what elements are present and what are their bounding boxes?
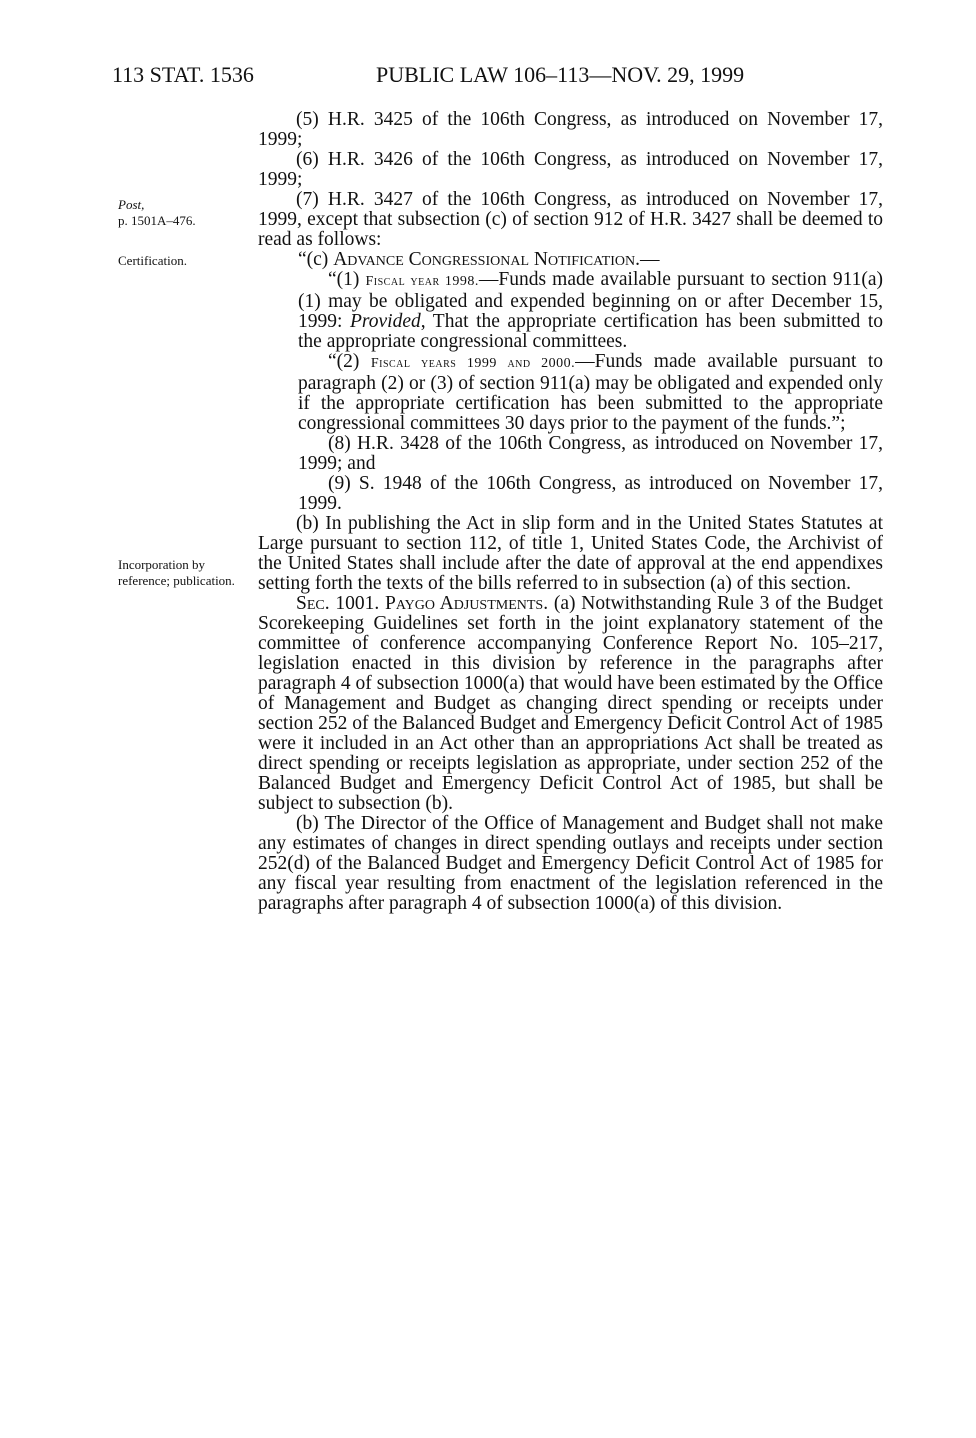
list-item: (5) H.R. 3425 of the 106th Congress, as introduced on November 17, 1999; bbox=[258, 109, 883, 150]
margin-note-incorporation: Incorporation by reference; publication. bbox=[118, 557, 235, 588]
public-law-title: PUBLIC LAW 106–113—NOV. 29, 1999 bbox=[376, 62, 745, 87]
margin-post-label: Post, bbox=[118, 197, 145, 212]
paragraph-1: “(1) Fiscal year 1998.—Funds made available pursuant to section 911(a)(1) may be obligated and expended beginning on or after December 15, 1999: Provided, That the appropriate certification has been submitted to the appropriate congressional committees. bbox=[298, 269, 884, 352]
section-1001: Sec. 1001. Paygo Adjustments. (a) Notwithstanding Rule 3 of the Budget Scorekeeping Guidelines set forth in the joint explanatory statement of the committee of conference accompanying Conference Report No. 105–217, legislation enacted in this division by reference in the paragraphs after paragraph 4 of subsection 1000(a) that would have been estimated by the Office of Management and Budget as changing direct spending or receipts under section 252 of the Balanced Budget and Emergency Deficit Control Act of 1985 were it included in an Act other than an appropriations Act shall be treated as direct spending or receipts legislation as appropriate, under section 252 of the Balanced Budget and Emergency Deficit Control Act of 1985, but shall be subject to subsection (b). bbox=[258, 593, 883, 814]
subsection-b: (b) In publishing the Act in slip form and in the United States Statutes at Large pursuant to section 112, of title 1, United States Code, the Archivist of the United States shall include after the date of approval at the end appendixes setting forth the texts of the bills referred to in subsection (a) of this section. bbox=[258, 513, 883, 594]
subsection-heading-c: “(c) Advance Congressional Notification.— bbox=[298, 249, 660, 270]
list-item: (9) S. 1948 of the 106th Congress, as introduced on November 17, 1999. bbox=[298, 473, 883, 514]
section-heading: Sec. 1001. Paygo Adjustments. bbox=[296, 593, 549, 614]
margin-post-page: p. 1501A–476. bbox=[118, 213, 196, 228]
list-item: (7) H.R. 3427 of the 106th Congress, as introduced on November 17, 1999, except that subsection (c) of section 912 of H.R. 3427 shall be deemed to read as follows: bbox=[258, 189, 883, 250]
list-item: (6) H.R. 3426 of the 106th Congress, as introduced on November 17, 1999; bbox=[258, 149, 883, 190]
section-1001-b: (b) The Director of the Office of Management and Budget shall not make any estimates of changes in direct spending outlays and receipts under section 252(d) of the Balanced Budget and Emergency Deficit Control Act of 1985 for any fiscal year resulting from enactment of the legislation referenced in the paragraphs after paragraph 4 of subsection 1000(a) of this division. bbox=[258, 813, 883, 914]
list-item: (8) H.R. 3428 of the 106th Congress, as introduced on November 17, 1999; and bbox=[298, 433, 883, 474]
page-header bbox=[112, 62, 912, 88]
paragraph-2: “(2) Fiscal years 1999 and 2000.—Funds made available pursuant to paragraph (2) or (3) of section 911(a) may be obligated and expended only if the appropriate certification has been submitted to the appropriate congressional committees 30 days prior to the payment of the funds.”; bbox=[298, 351, 883, 434]
body-text bbox=[258, 110, 883, 914]
margin-note-post bbox=[118, 197, 248, 229]
margin-note-certification: Certification. bbox=[118, 253, 187, 268]
statute-citation: 113 STAT. 1536 bbox=[112, 62, 254, 87]
